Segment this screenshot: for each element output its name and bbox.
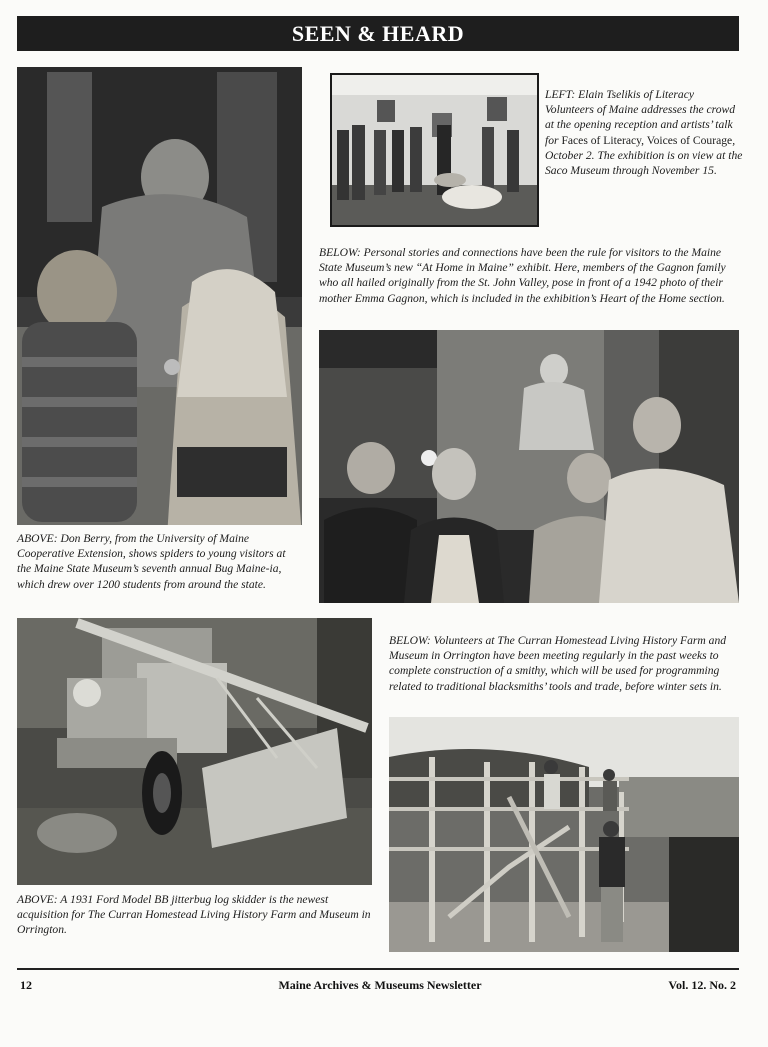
photo-bug-maine-ia [17, 67, 302, 525]
photo-spiders-demonstration-icon [17, 67, 302, 525]
caption-smithy: BELOW: Volunteers at The Curran Homestead Living History Farm and Museum in Orrington have been meeting regularly in the past weeks to complete construction of a smithy, which will be used for programming related to traditional blacksmiths’ tools and trade, before winter sets in. [389, 634, 727, 693]
photo-smithy-construction [389, 717, 739, 952]
photo-smithy-construction-icon [389, 717, 739, 952]
caption-bug-maine-ia: ABOVE: Don Berry, from the University of Maine Cooperative Extension, shows spiders to young visitors at the Maine State Museum’s seventh annual Bug Maine-ia, which drew over 1200 students from around the state. [17, 532, 286, 591]
footer-volume: Vol. 12. No. 2 [668, 978, 736, 992]
caption-ford-skidder: ABOVE: A 1931 Ford Model BB jitterbug log skidder is the newest acquisition for The Curran Homestead Living History Farm and Museum in Orrington. [17, 893, 371, 937]
exhibit-title: Faces of Literacy, Voices of Courage [561, 133, 733, 147]
photo-literacy-reception-icon [332, 75, 537, 225]
photo-literacy-reception [330, 73, 539, 227]
footer-publication: Maine Archives & Museums Newsletter [278, 978, 482, 992]
header-title: SEEN & HEARD [291, 20, 465, 46]
footer-rule [17, 968, 739, 970]
photo-ford-log-skidder-icon [17, 618, 372, 885]
photo-gagnon-family [319, 330, 739, 603]
footer-page-number: 12 [20, 978, 32, 992]
photo-ford-skidder [17, 618, 372, 885]
photo-gagnon-family-icon [319, 330, 739, 603]
caption-gagnon: BELOW: Personal stories and connections have been the rule for visitors to the Maine State Museum’s new “At Home in Maine” exhibit. Here, members of the Gagnon family who all hailed originally from the St. John Valley, pose in front of a 1942 photo of their mother Emma Gagnon, which is included in the exhibition’s Heart of the Home section. [319, 246, 726, 305]
page-header [17, 16, 739, 51]
caption-literacy: LEFT: Elain Tselikis of Literacy Volunteers of Maine addresses the crowd at the opening reception and artists’ talk for Faces of Literacy, Voices of Courage, October 2. The exhibition is on view at the Saco Museum through November 15. [545, 88, 743, 178]
